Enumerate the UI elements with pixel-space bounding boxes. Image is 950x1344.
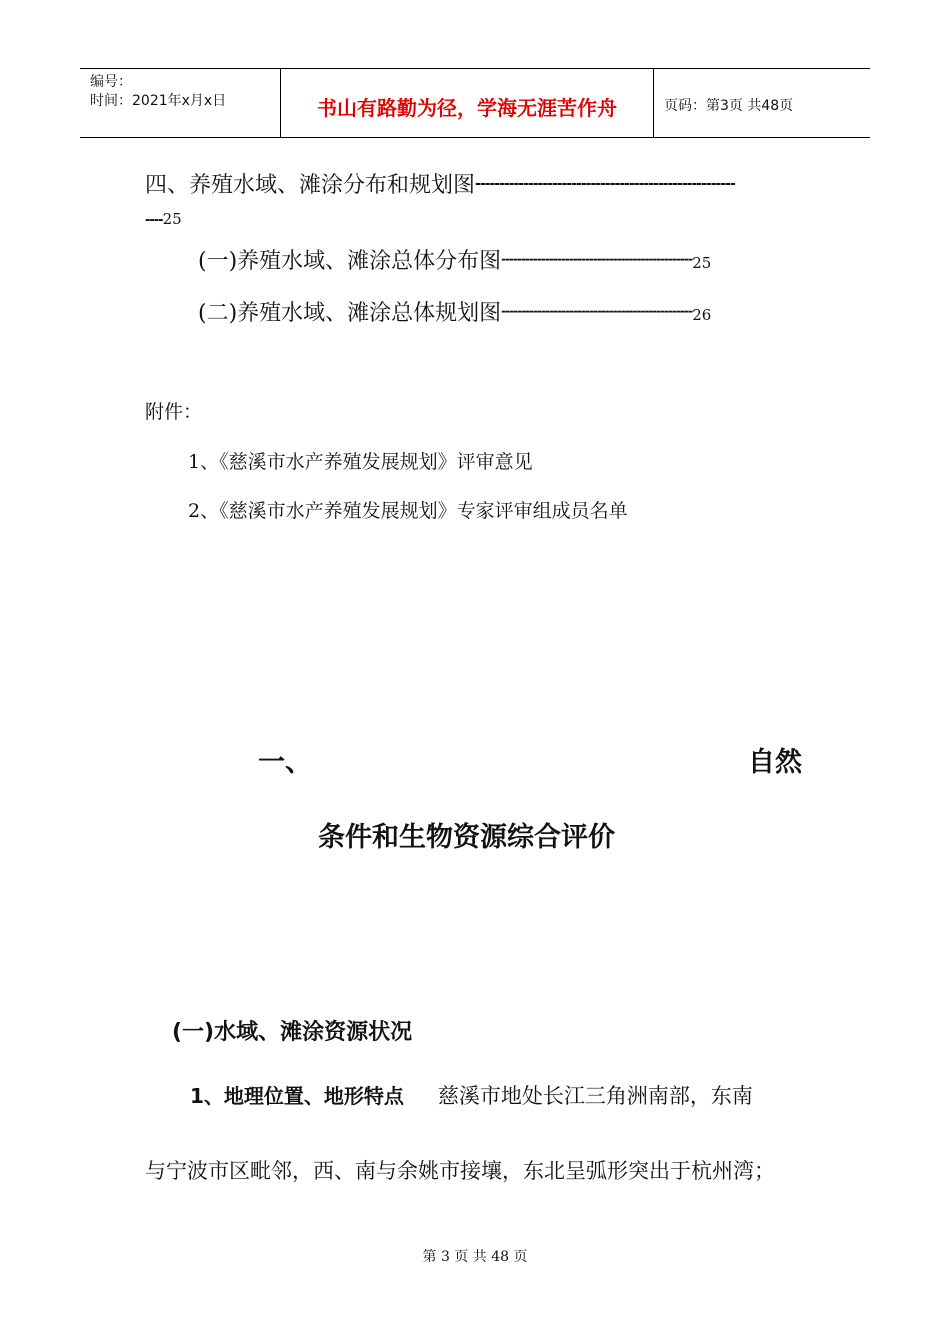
- body-paragraph-line-2: 与宁波市区毗邻，西、南与余姚市接壤，东北呈弧形突出于杭州湾；: [145, 1159, 775, 1183]
- attachments-title: 附件：: [145, 401, 203, 423]
- toc-sub-item-1: [198, 244, 711, 275]
- header-page-cell: [654, 69, 870, 137]
- section-title-part-a: 一、: [258, 747, 312, 778]
- toc-leader-dots: ------------------------------------------------: [501, 252, 693, 266]
- toc-sub-item-1-title: (一)养殖水域、滩涂总体分布图: [198, 249, 502, 274]
- page-info: 页码：第3页 共48页: [664, 98, 794, 114]
- attachment-item: 1、《慈溪市水产养殖发展规划》评审意见: [188, 451, 533, 473]
- toc-sub-item-1-page: 25: [692, 254, 712, 272]
- toc-item-4: [145, 168, 735, 199]
- toc-item-4-title: 四、养殖水域、滩涂分布和规划图: [145, 173, 476, 198]
- toc-sub-item-2: [198, 296, 711, 327]
- body-paragraph-line-1: [190, 1080, 753, 1110]
- toc-sub-item-2-page: 26: [692, 306, 712, 324]
- date-label: 时间：2021年x月x日: [90, 93, 227, 109]
- paragraph-text: 慈溪市地处长江三角洲南部，东南: [437, 1084, 753, 1108]
- section-title-part-c: 条件和生物资源综合评价: [318, 822, 615, 853]
- header-meta-cell: [80, 69, 281, 137]
- attachment-item: 2、《慈溪市水产养殖发展规划》专家评审组成员名单: [188, 500, 628, 522]
- section-title-part-b: 自然: [748, 747, 802, 778]
- toc-sub-item-2-title: (二)养殖水域、滩涂总体规划图: [198, 301, 502, 326]
- subsection-title: (一)水域、滩涂资源状况: [172, 1020, 413, 1045]
- page-footer: 第 3 页 共 48 页: [422, 1249, 528, 1265]
- toc-item-4-continuation: [145, 210, 182, 228]
- number-label: 编号：: [90, 74, 132, 90]
- toc-item-4-page: 25: [162, 210, 182, 228]
- paragraph-lead-heading: 1、地理位置、地形特点: [190, 1084, 404, 1108]
- header-motto-cell: [281, 69, 654, 137]
- header-table: [80, 68, 870, 138]
- toc-leader-dots: ----: [145, 213, 163, 228]
- motto-text: 书山有路勤为径，学海无涯苦作舟: [317, 95, 617, 120]
- toc-leader-dots: ------------------------------------------------------: [475, 176, 735, 192]
- toc-leader-dots: ------------------------------------------------: [501, 304, 693, 318]
